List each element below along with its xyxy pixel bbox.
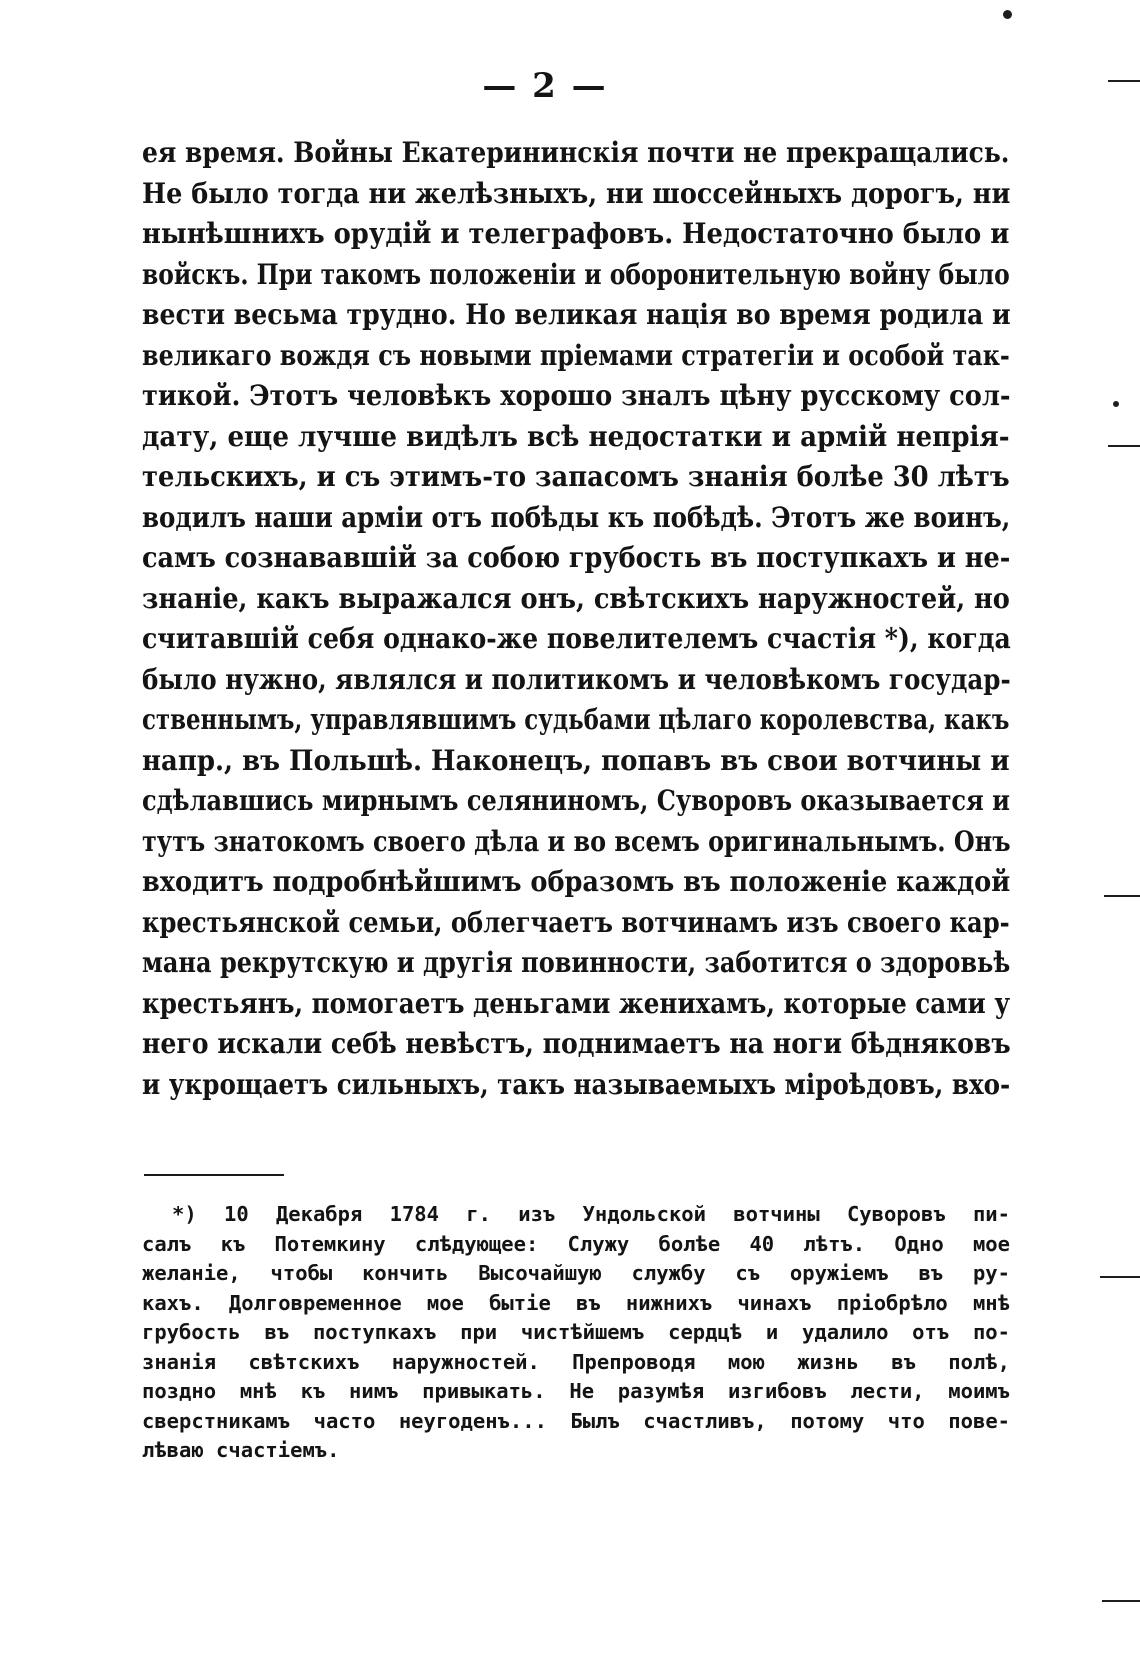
body-line: крестьянъ, помогаетъ деньгами женихамъ, которые сами у — [142, 986, 1011, 1020]
footnote-line: сверстникамъ часто неугоденъ... Былъ счастливъ, потому что пове- — [142, 1408, 1010, 1433]
body-line: входитъ подробнѣйшимъ образомъ въ положеніе каждой — [142, 865, 1011, 898]
body-line: напр., въ Польшѣ. Наконецъ, попавъ въ свои вотчины и — [142, 743, 1010, 777]
footnote-line: лѣваю счастіемъ. — [142, 1438, 340, 1462]
body-line: нынѣшнихъ орудій и телеграфовъ. Недостаточно было и — [142, 217, 1010, 250]
footnote-line: *) 10 Декабря 1784 г. изъ Ундольской вотчины Суворовъ пи- — [172, 1202, 1010, 1226]
body-line: Не было тогда ни желѣзныхъ, ни шоссейныхъ дорогъ, ни — [142, 176, 1011, 210]
body-line: него искали себѣ невѣстъ, поднимаетъ на ноги бѣдняковъ — [142, 1027, 1011, 1060]
scan-speck — [1003, 10, 1012, 19]
scan-edge-mark — [1100, 1276, 1140, 1278]
body-line: дату, еще лучше видѣлъ всѣ недостатки и армій непрія- — [142, 419, 1010, 453]
body-line: мана рекрутскую и другія повинности, заботится о здоровьѣ — [142, 946, 1011, 979]
body-text — [142, 133, 1010, 1105]
scan-edge-mark — [1104, 895, 1140, 897]
footnote-line: кахъ. Долговременное мое бытіе въ нижнихъ чинахъ пріобрѣло мнѣ — [142, 1290, 1010, 1315]
body-line: великаго вождя съ новыми пріемами стратегіи и особой так- — [142, 338, 1010, 372]
footnote-line: грубость въ поступкахъ при чистѣйшемъ сердцѣ и удалило отъ по- — [142, 1320, 1010, 1344]
body-line: было нужно, являлся и политикомъ и человѣкомъ государ- — [142, 662, 1011, 696]
body-line: самъ сознававшій за собою грубость въ поступкахъ и не- — [142, 541, 1011, 574]
body-line: крестьянской семьи, облегчаетъ вотчинамъ изъ своего кар- — [142, 905, 1010, 939]
footnote-divider — [144, 1174, 284, 1176]
body-line: водилъ наши арміи отъ побѣды къ побѣдѣ. Этотъ же воинъ, — [142, 500, 1011, 534]
body-line: сдѣлавшись мирнымъ селяниномъ, Суворовъ оказывается и — [142, 784, 1010, 817]
body-line: считавшій себя однако-же повелителемъ счастія *), когда — [142, 622, 1011, 655]
body-line: знаніе, какъ выражался онъ, свѣтскихъ наружностей, но — [142, 581, 1010, 615]
body-line: тутъ знатокомъ своего дѣла и во всемъ оригинальнымъ. Онъ — [142, 824, 1011, 858]
body-line: ственнымъ, управлявшимъ судьбами цѣлаго королевства, какъ — [142, 703, 1010, 736]
scan-edge-mark — [1102, 1600, 1140, 1602]
footnote-line: желаніе, чтобы кончить Высочайшую службу съ оружіемъ въ ру- — [142, 1261, 1010, 1285]
body-line: войскъ. При такомъ положеніи и оборонительную войну было — [142, 257, 1010, 291]
body-line: ея время. Войны Екатерининскія почти не прекращались. — [142, 136, 1010, 169]
body-line: и укрощаетъ сильныхъ, такъ называемыхъ міроѣдовъ, вхо- — [142, 1067, 1011, 1101]
footnote-line: салъ къ Потемкину слѣдующее: Служу болѣе 40 лѣтъ. Одно мое — [142, 1231, 1010, 1256]
body-line: вести весьма трудно. Но великая нація во время родила и — [142, 298, 1011, 331]
scan-speck — [1113, 401, 1119, 407]
page-number: — 2 — — [482, 66, 608, 106]
footnote — [142, 1200, 1010, 1466]
scan-edge-mark — [1108, 445, 1140, 447]
scan-edge-mark — [1108, 80, 1140, 82]
body-line: тельскихъ, и съ этимъ-то запасомъ знанія болѣе 30 лѣтъ — [142, 460, 1010, 493]
body-line: тикой. Этотъ человѣкъ хорошо зналъ цѣну русскому сол- — [142, 379, 1011, 412]
footnote-line: поздно мнѣ къ нимъ привыкать. Не разумѣя изгибовъ лести, моимъ — [142, 1379, 1010, 1403]
footnote-line: знанія свѣтскихъ наружностей. Препроводя мою жизнь въ полѣ, — [142, 1349, 1010, 1374]
